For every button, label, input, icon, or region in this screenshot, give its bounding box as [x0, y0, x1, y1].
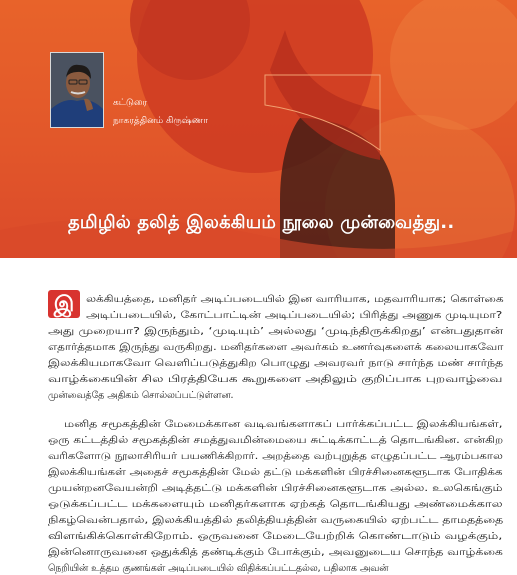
- paragraph-line: வரிகளோடு நூலாசிரியர் பயணிக்கிறார். அறத்தை வற்புறுத்த எழுதப்பட்ட ஆரம்பகால: [48, 451, 503, 462]
- author-photo: [50, 52, 104, 128]
- paragraph-line: முயன்றனவேயன்றி அடித்தட்டு மக்களின் பிரச்சினைகளூடாக அல்ல. உலகெங்கும்: [48, 483, 503, 494]
- drop-cap: இ: [48, 290, 80, 318]
- paragraph-line: மனித சமூகத்தின் மேமைக்கான வடிவங்களாகப் பார்க்கப்பட்ட இலக்கியங்கள்,: [64, 419, 503, 430]
- paragraph-line: அது முறையா? இருந்தும், ‘முடியும்’ அல்லது ‘முடிந்திருக்கிறது’ என்பதுதான்: [48, 326, 504, 337]
- paragraph-line: இலக்கியமாகவோ வெளிப்படுத்துகிற பொழுது அவரவர் நாடு சார்ந்த மண் சார்ந்த: [48, 358, 504, 369]
- paragraph-line: இலக்கியங்கள் அதைச் சமூகத்தின் மேல் தட்டு மக்களின் பிரச்சினைகளூடாக போதிக்க: [48, 467, 503, 478]
- article-category: கட்டுரை: [113, 98, 148, 108]
- paragraph-line: லக்கியத்தை, மனிதர் அடிப்படையில் இன வாரியாக, மதவாரியாக; கொள்கை: [86, 294, 504, 305]
- paragraph-line: நெறியின் உத்தம குணங்கள் அடிப்படையில் விதிக்கப்பட்டதல்ல, பதிலாக அவன்: [48, 563, 389, 574]
- paragraph-line: எதார்த்தமாக இருந்து வருகிறது. மனிதர்களை அவர்கம் உணர்வுகளைக் கலையாகவோ: [48, 342, 504, 353]
- paragraph-line: இன்னொருவனை ஒதுக்கித் தண்டிக்கும் போக்கும், அவனுடைய சொந்த வாழ்க்கை: [48, 547, 503, 558]
- paragraph-line: அடிப்படையில், கோட்பாட்டின் அடிப்படையில்; பிரித்து அணுக முடியுமா?: [86, 310, 503, 321]
- paragraph-line: விளங்கிக்கொள்கிறோம். ஒருவனை மேடையேற்றிக் கொண்டாடும் வழக்கும்,: [48, 531, 503, 542]
- paragraph-line: வாழ்க்கையின் சில பிரத்தியேக கூறுகளை அதிலும் குறிப்பாக புறவாழ்வை: [48, 374, 503, 385]
- author-name: நாகரத்தினம் கிருஷ்ணா: [113, 116, 208, 126]
- paragraph-line: முன்வைத்தே அதிகம் சொல்லப்பட்டுள்ளன.: [48, 390, 234, 401]
- paragraph-line: நிகழ்வென்பதால், இலக்கியத்தில் தலித்தியத்தின் வருகையில் ஏற்பட்ட தாமதத்தை: [48, 515, 504, 526]
- paragraph-line: ஒரு கட்டத்தில் சமூகத்தின் சமத்துவமின்மையை சுட்டிக்காட்டத் தொடங்கின. என்கிற: [48, 435, 504, 446]
- header-banner: [0, 0, 517, 258]
- paragraph-line: ஒடுக்கப்பட்ட மக்களையும் மனிதர்களாக ஏற்கத் தொடங்கியது அண்மைக்கால: [48, 499, 503, 510]
- article-headline: தமிழில் தலித் இலக்கியம் நூலை முன்வைத்து..: [68, 212, 455, 233]
